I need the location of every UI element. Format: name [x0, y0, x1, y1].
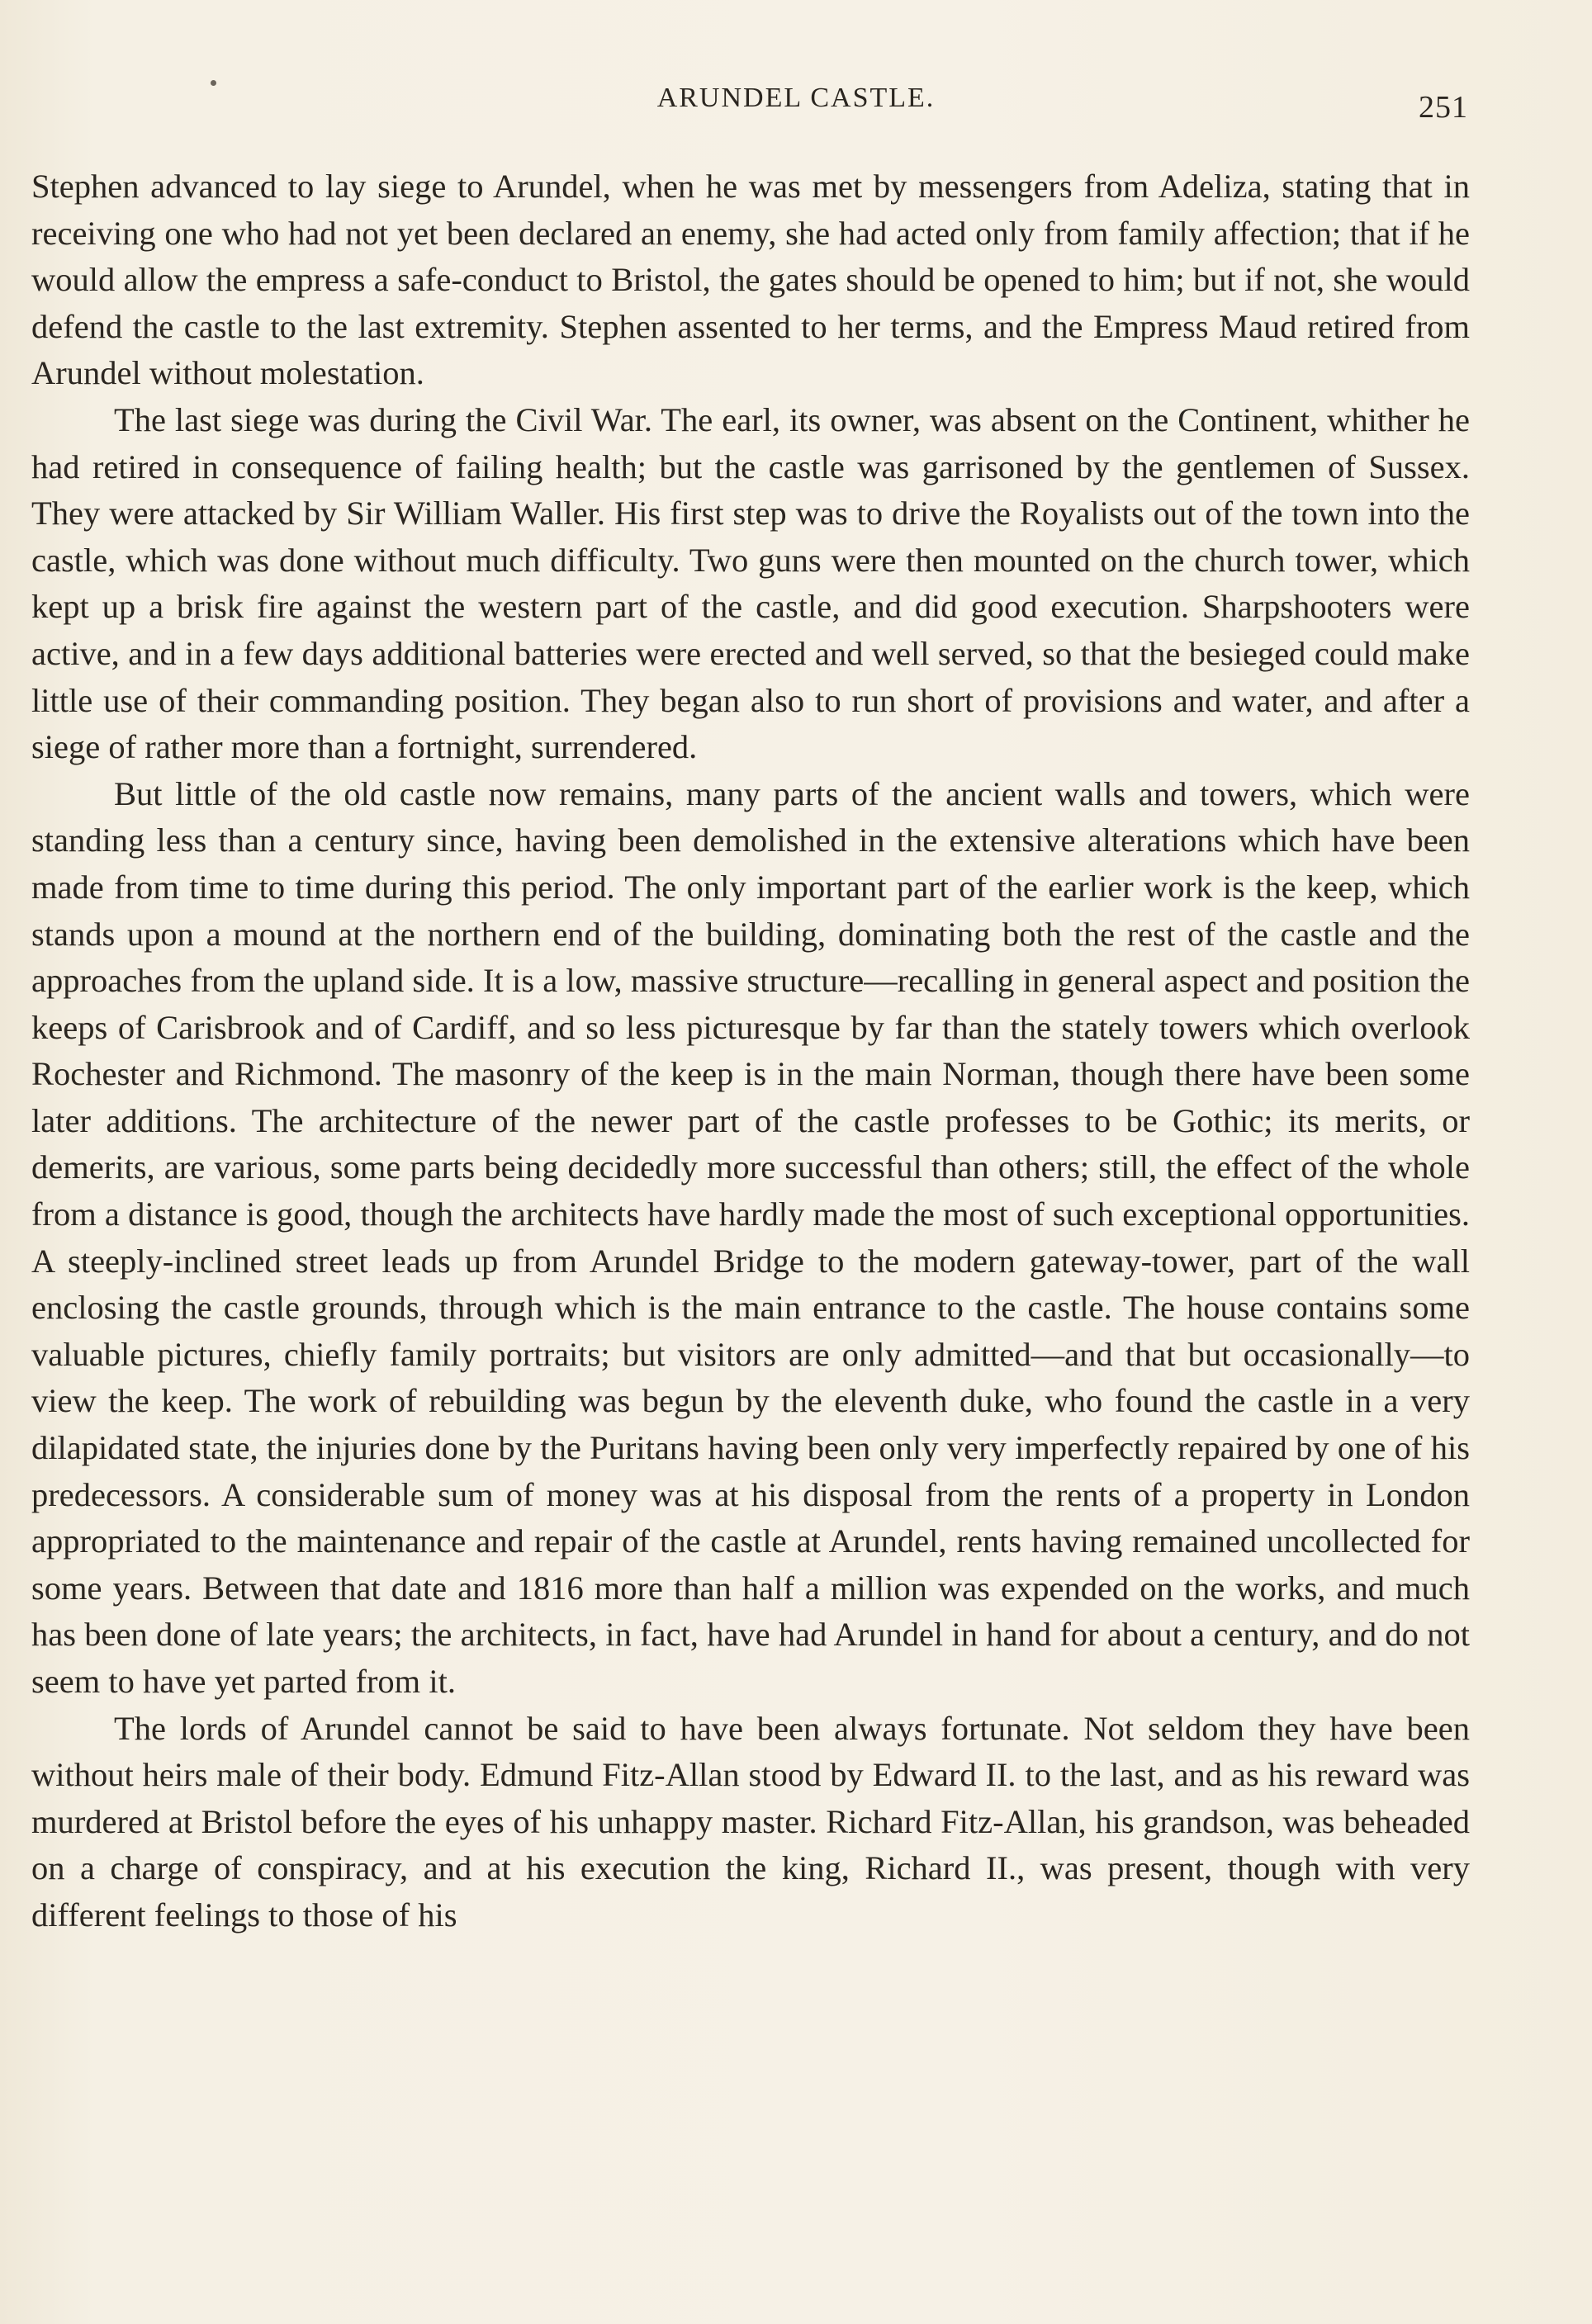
- paragraph-3: But little of the old castle now remains, many parts of the ancient walls and towers, which were standing less than a century since, having been demolished in the extensive alterations which have been made from time to time during this period. The only important part of the earlier work is the keep, which stands upon a mound at the northern end of the building, dominating both the rest of the castle and the approaches from the upland side. It is a low, massive structure—recalling in general aspect and position the keeps of Carisbrook and of Cardiff, and so less picturesque by far than the stately towers which overlook Rochester and Richmond. The masonry of the keep is in the main Norman, though there have been some later additions. The architecture of the newer part of the castle professes to be Gothic; its merits, or demerits, are various, some parts being decidedly more successful than others; still, the effect of the whole from a distance is good, though the architects have hardly made the most of such exceptional opportunities. A steeply-inclined street leads up from Arundel Bridge to the modern gateway-tower, part of the wall enclosing the castle grounds, through which is the main entrance to the castle. The house contains some valuable pictures, chiefly family portraits; but visitors are only admitted—and that but occasionally—to view the keep. The work of rebuilding was begun by the eleventh duke, who found the castle in a very dilapidated state, the injuries done by the Puritans having been only very imperfectly repaired by one of his predecessors. A considerable sum of money was at his disposal from the rents of a property in London appropriated to the maintenance and repair of the castle at Arundel, rents having remained uncollected for some years. Between that date and 1816 more than half a million was expended on the works, and much has been done of late years; the architects, in fact, have had Arundel in hand for about a century, and do not seem to have yet parted from it.: [31, 774, 1470, 1700]
- paragraph-4: The lords of Arundel cannot be said to have been always fortunate. Not seldom they have been without heirs male of their body. Edmund Fitz-Allan stood by Edward II. to the last, and as his reward was murdered at Bristol before the eyes of his unhappy master. Richard Fitz-Allan, his grandson, was beheaded on a charge of conspiracy, and at his execution the king, Richard II., was present, though with very different feelings to those of his: [31, 1709, 1470, 1934]
- running-title: ARUNDEL CASTLE.: [656, 83, 936, 113]
- paragraph-1: Stephen advanced to lay siege to Arundel, when he was met by messengers from Adeliza, stating that in receiving one who had not yet been declared an enemy, she had acted only from family affection; that if he would allow the empress a safe-conduct to Bristol, the gates should be opened to him; but if not, she would defend the castle to the last extremity. Stephen assented to her terms, and the Empress Maud retired from Arundel without molestation.: [31, 168, 1470, 392]
- page-number: 251: [1419, 90, 1468, 125]
- body-text: [31, 163, 1470, 1939]
- paragraph-2: The last siege was during the Civil War. The earl, its owner, was absent on the Continent, whither he had retired in consequence of failing health; but the castle was garrisoned by the gentlemen of Sussex. They were attacked by Sir William Waller. His first step was to drive the Royalists out of the town into the castle, which was done without much difficulty. Two guns were then mounted on the church tower, which kept up a brisk fire against the western part of the castle, and did good execution. Sharpshooters were active, and in a few days additional batteries were erected and well served, so that the besieged could make little use of their commanding position. They began also to run short of provisions and water, and after a siege of rather more than a fortnight, surrendered.: [31, 400, 1470, 766]
